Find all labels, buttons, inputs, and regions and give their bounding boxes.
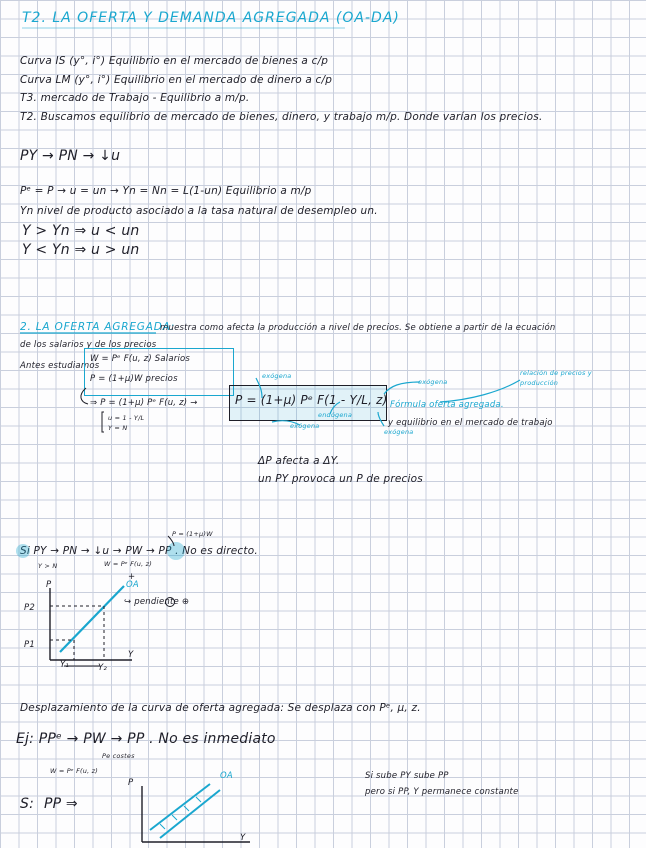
price-equation: P = (1+μ)W precios	[90, 374, 178, 384]
relation-note: relación de precios y producción	[520, 369, 592, 387]
costs-note: Pe costes	[102, 752, 135, 760]
exogenous-note-3: exógena	[384, 428, 414, 436]
chain-example: Si PY → PN → ↓u → PW → PP . No es directo.	[20, 545, 258, 557]
highlight-circle-1	[16, 544, 30, 558]
oa-curve-label: OA	[126, 580, 139, 590]
y-eq-n: Y > N	[38, 562, 58, 570]
p1-label: P1	[24, 640, 35, 650]
y2-label: Y₂	[98, 663, 107, 673]
oa-heading-text: muestra como afecta la producción a nivel de precios. Se obtiene a partir de la ecuación	[160, 323, 556, 333]
relation-arrow	[440, 380, 520, 402]
y-less-yn: Y < Yn ⇒ u > un	[22, 242, 140, 258]
bracket-u: u = 1 - Y/L	[108, 414, 145, 422]
bracket-y: Y = N	[108, 424, 128, 432]
y-axis-label: Y	[128, 650, 134, 660]
oa-curve-label-2: OA	[220, 771, 233, 781]
slope-note: ↪ pendiente ⊕	[124, 597, 190, 607]
shift-tick-1	[160, 824, 165, 829]
wage-equation: W = Pᵉ F(u, z) Salarios	[90, 354, 191, 364]
s-label: S:	[20, 796, 35, 812]
endogenous-note: endógena	[318, 411, 353, 419]
derived-equation: ⇒ P = (1+μ) Pᵉ F(u, z) →	[90, 398, 198, 408]
oa-heading: 2. LA OFERTA AGREGADA:	[20, 321, 176, 333]
s-text: PP ⇒	[44, 796, 78, 812]
t2-goal-line: T2. Buscamos equilibrio de mercado de bienes, dinero, y trabajo m/p. Donde varían los precios.	[20, 111, 543, 123]
plus-sign: +	[128, 572, 136, 582]
y-greater-yn: Y > Yn ⇒ u < un	[22, 223, 140, 239]
shift-example: Ej: PPᵉ → PW → PP . No es inmediato	[16, 731, 276, 747]
shift-tick-4	[196, 797, 201, 802]
yn-definition: Yn nivel de producto asociado a la tasa natural de desempleo un.	[20, 205, 378, 217]
exogenous-note-2: exógena	[290, 422, 320, 430]
exog-arrow-1	[256, 378, 262, 398]
exogenous-note-1: exógena	[262, 372, 292, 380]
natural-rate-eq: Pᵉ = P → u = un → Yn = Nn = L(1-un) Equilibrio a m/p	[20, 185, 312, 197]
lm-curve-line: Curva LM (y°, i°) Equilibrio en el mercado de dinero a c/p	[20, 74, 333, 86]
right-note-1: Si sube PY sube PP	[365, 771, 449, 781]
increase-y-note: un PY provoca un P de precios	[258, 473, 423, 485]
endog-arrow	[330, 402, 340, 414]
exog-arrow-2	[272, 421, 300, 425]
shift-heading: Desplazamiento de la curva de oferta agregada: Se desplaza con Pᵉ, μ, z.	[20, 702, 421, 714]
labor-equilibrium-note: y equilibrio en el mercado de trabajo	[388, 418, 553, 428]
formula-label: Fórmula oferta agregada.	[390, 400, 504, 410]
shift-tick-3	[184, 806, 189, 811]
p2-label: P2	[24, 603, 35, 613]
shift-tick-2	[172, 815, 177, 820]
graph1-oa-line	[60, 586, 124, 652]
graph1-plus-circle	[166, 598, 175, 607]
page-title: T2. LA OFERTA Y DEMANDA AGREGADA (OA-DA)	[22, 10, 400, 26]
p-axis-label: P	[46, 580, 52, 590]
exog-arrow-3	[378, 412, 384, 426]
labor-market-line: T3. mercado de Trabajo - Equilibrio a m/p.	[20, 92, 250, 104]
y-axis-label-2: Y	[240, 833, 246, 843]
antes-label: Antes estudiamos	[20, 361, 100, 371]
exog-arrow-top	[384, 382, 420, 394]
highlight-circle-2	[167, 542, 185, 560]
p-formula-top: P = (1+μ)W	[172, 530, 213, 538]
w-formula-small: W = Pᵉ F(u, z)	[104, 560, 152, 568]
exogenous-top-note: exógena	[418, 378, 448, 386]
bracket-shape	[102, 412, 104, 432]
oa-heading-line2: de los salarios y de los precios	[20, 340, 157, 350]
right-note-2: pero si PP, Y permanece constante	[365, 787, 519, 797]
box-arrow	[81, 388, 88, 404]
w-note-small: W = Pᵉ F(u, z)	[50, 767, 98, 775]
p-axis-label-2: P	[128, 778, 134, 788]
is-curve-line: Curva IS (y°, i°) Equilibrio en el mercado de bienes a c/p	[20, 55, 329, 67]
graph2-oa-line-2	[160, 790, 220, 838]
delta-p-note: ΔP afecta a ΔY.	[258, 455, 340, 467]
py-chain: PY → PN → ↓u	[20, 148, 121, 164]
y1-label: Y₁	[60, 660, 69, 670]
oa-main-equation: P = (1+μ) Pᵉ F(1 - Y/L, z)	[235, 393, 388, 407]
